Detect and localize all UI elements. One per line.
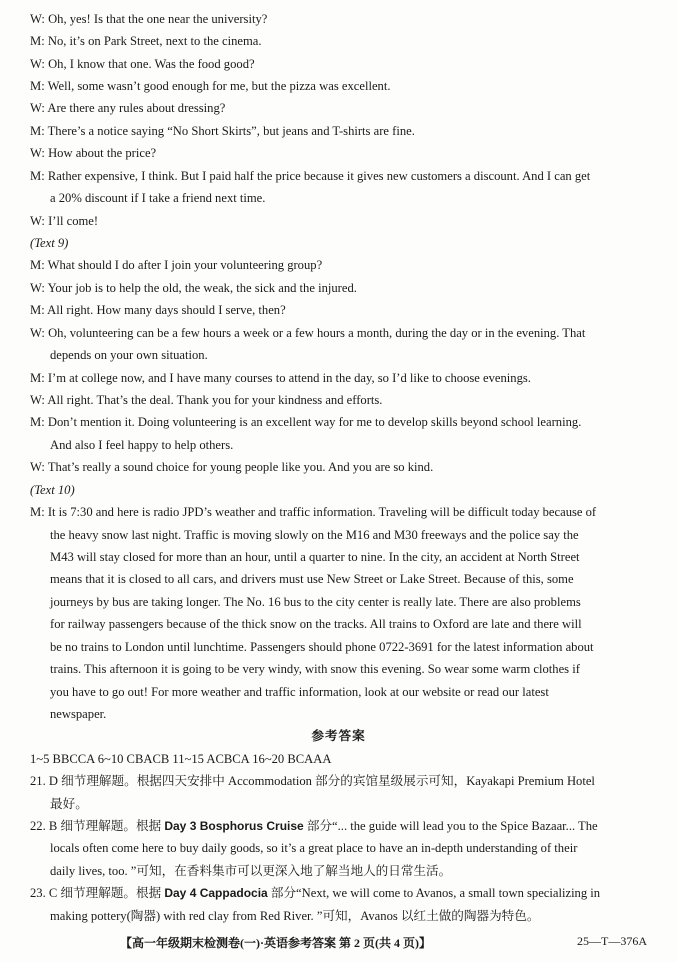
text-marker: (Text 10): [30, 483, 75, 497]
monologue-line: M: It is 7:30 and here is radio JPD’s weather and traffic information. Traveling will be difficult today because of: [30, 505, 597, 519]
dialogue-line: M: All right. How many days should I serve, then?: [30, 303, 286, 317]
footer-code: 25—T—376A: [577, 934, 647, 948]
dialogue-line: M: I’m at college now, and I have many courses to attend in the day, so I’d like to choose evenings.: [30, 371, 531, 385]
answers-heading: 参考答案: [311, 729, 366, 743]
monologue-line: you have to go out! For more weather and traffic information, look at our website or read our latest: [50, 685, 549, 699]
footer-title: 【高一年级期末检测卷(一)·英语参考答案 第 2 页(共 4 页)】: [120, 936, 431, 950]
dialogue-line: M: No, it’s on Park Street, next to the cinema.: [30, 34, 262, 48]
dialogue-line: W: Are there any rules about dressing?: [30, 101, 226, 115]
answer-explanation: locals often come here to buy daily goods, so it’s a great place to have an in-depth understanding of their: [50, 841, 578, 855]
monologue-line: for railway passengers because of the thick snow on the tracks. All trains to Oxford are late and there will: [50, 617, 582, 631]
answer-text: 23. C 细节理解题。根据: [30, 886, 165, 900]
dialogue-line: W: Oh, volunteering can be a few hours a week or a few hours a month, during the day or in the evening. That: [30, 326, 586, 340]
page-footer: [0, 934, 677, 956]
monologue-line: be no trains to London until lunchtime. Passengers should phone 0722-3691 for the latest information about: [50, 640, 594, 654]
dialogue-line: W: I’ll come!: [30, 214, 99, 228]
dialogue-line: depends on your own situation.: [50, 348, 208, 362]
dialogue-line: M: There’s a notice saying “No Short Skirts”, but jeans and T-shirts are fine.: [30, 124, 415, 138]
dialogue-line: M: Well, some wasn’t good enough for me, but the pizza was excellent.: [30, 79, 391, 93]
answer-explanation: [30, 882, 651, 904]
dialogue-line: W: Oh, yes! Is that the one near the university?: [30, 12, 268, 26]
answer-explanation: [30, 815, 651, 837]
monologue-line: trains. This afternoon it is going to be very windy, with snow this evening. So wear some warm clothes if: [50, 662, 580, 676]
dialogue-line: W: Your job is to help the old, the weak, the sick and the injured.: [30, 281, 357, 295]
monologue-line: journeys by bus are taking longer. The No. 16 bus to the city center is really late. There are also problems: [50, 595, 581, 609]
dialogue-line: W: How about the price?: [30, 146, 157, 160]
dialogue-line: M: Rather expensive, I think. But I paid half the price because it gives new customers a discount. And I can get: [30, 169, 591, 183]
monologue-line: newspaper.: [50, 707, 107, 721]
monologue-line: the heavy snow last night. Traffic is moving slowly on the M16 and M30 freeways and the police say the: [50, 528, 579, 542]
answer-bold-text: Day 3 Bosphorus Cruise: [164, 819, 304, 833]
answer-text: 部分“... the guide will lead you to the Spice Bazaar... The: [303, 819, 598, 833]
text-marker: (Text 9): [30, 236, 69, 250]
answer-text: 部分“Next, we will come to Avanos, a small town specializing in: [267, 886, 601, 900]
answer-text: 22. B 细节理解题。根据: [30, 819, 165, 833]
dialogue-line: M: What should I do after I join your volunteering group?: [30, 258, 323, 272]
answer-explanation: daily lives, too. ”可知，在香料集市可以更深入地了解当地人的日常生活。: [50, 864, 452, 878]
answer-explanation: 21. D 细节理解题。根据四天安排中 Accommodation 部分的宾馆星级展示可知，Kayakapi Premium Hotel: [30, 774, 595, 788]
monologue-line: M43 will stay closed for more than an hour, until a quarter to nine. In the city, an accident at North Street: [50, 550, 580, 564]
dialogue-line: W: Oh, I know that one. Was the food good?: [30, 57, 255, 71]
dialogue-line: W: All right. That’s the deal. Thank you for your kindness and efforts.: [30, 393, 383, 407]
dialogue-line: a 20% discount if I take a friend next time.: [50, 191, 266, 205]
dialogue-line: M: Don’t mention it. Doing volunteering is an excellent way for me to develop skills beyond school learning.: [30, 415, 582, 429]
answer-explanation: making pottery(陶器) with red clay from Red River. ”可知，Avanos 以红土做的陶器为特色。: [50, 909, 540, 923]
dialogue-line: W: That’s really a sound choice for young people like you. And you are so kind.: [30, 460, 434, 474]
answer-keys: 1~5 BBCCA 6~10 CBACB 11~15 ACBCA 16~20 BCAAA: [30, 752, 332, 766]
dialogue-line: And also I feel happy to help others.: [50, 438, 234, 452]
monologue-line: means that it is closed to all cars, and drivers must use New Street or Lake Street. Because of this, some: [50, 572, 574, 586]
answer-bold-text: Day 4 Cappadocia: [164, 886, 268, 900]
answer-explanation: 最好。: [50, 797, 88, 811]
